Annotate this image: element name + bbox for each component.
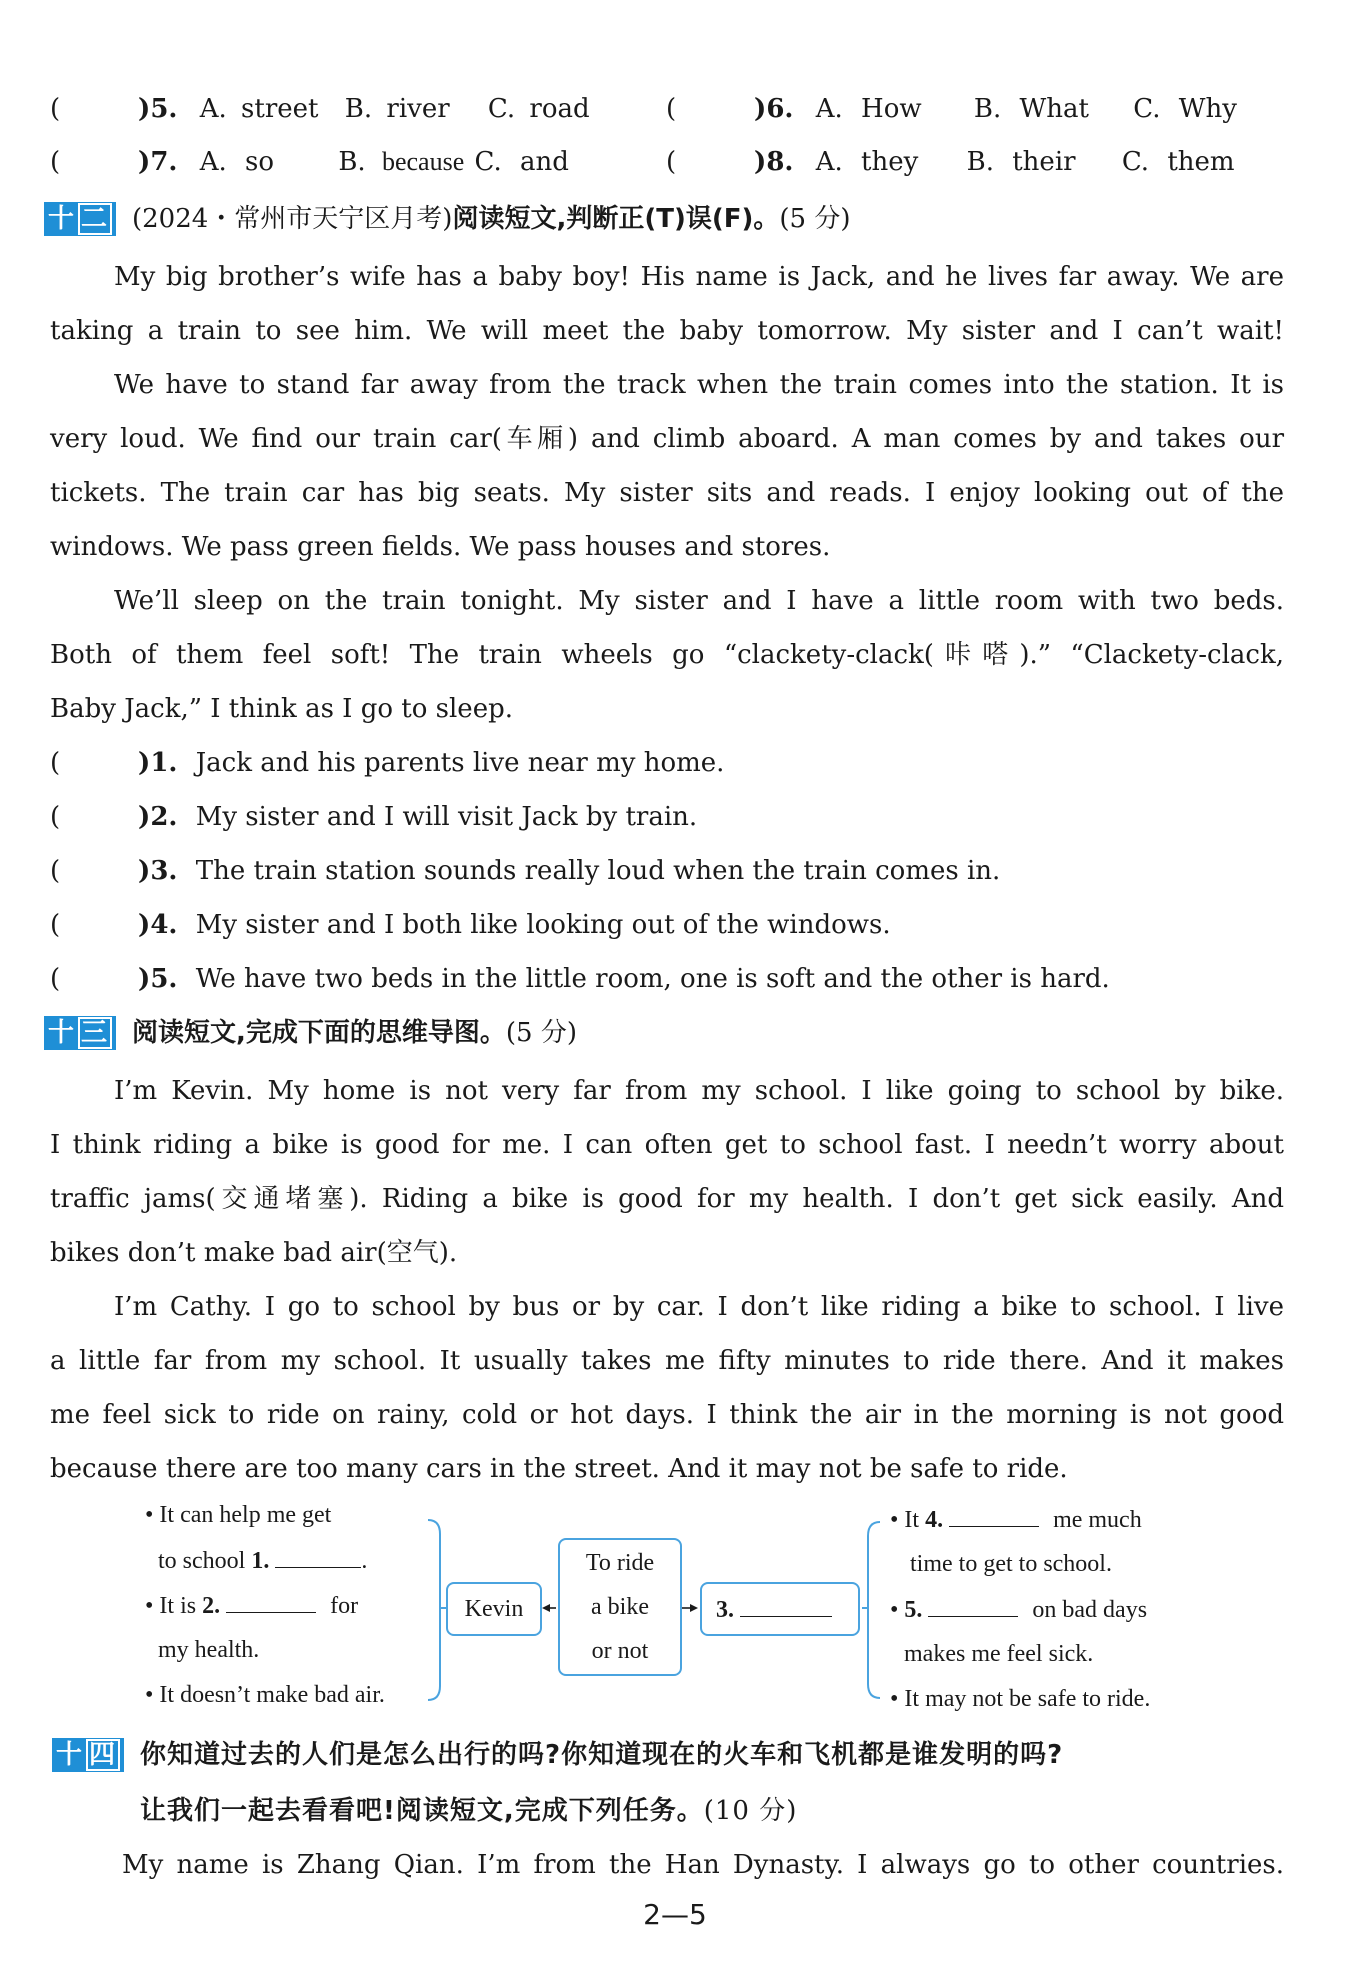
section-badge-14: 十 四 [52,1738,124,1772]
answer-blank-2[interactable] [226,1590,316,1613]
option-row-q7: ( )7. A. so B. because C. and [50,147,569,177]
passage-line: My big brother’s wife has a baby boy! His name is Jack, and he lives far away. We are [114,262,1284,292]
section-badge-12: 十 二 [44,202,116,236]
option-row-q8: ( )8. A. they B. their C. them [666,147,1235,177]
mindmap-left-bullet-3: • It doesn’t make bad air. [145,1682,385,1708]
mindmap-left-blank-1: to school 1. . [158,1545,367,1576]
mindmap-right-bullet-2: • 5. on bad days [890,1594,1147,1625]
left-brace [428,1520,440,1700]
passage-line: I’m Cathy. I go to school by bus or by car. I don’t like riding a bike to school. I live [114,1292,1284,1322]
tf-question: ( )4. My sister and I both like looking out of the windows. [50,910,891,940]
option-row-q6: ( )6. A. How B. What C. Why [666,94,1237,124]
mindmap-left-bullet-2-cont: my health. [158,1637,260,1663]
passage-line: windows. We pass green fields. We pass houses and stores. [50,532,831,562]
mindmap-right-bullet-1-cont: time to get to school. [910,1551,1112,1577]
mindmap-right-bullet-3: • It may not be safe to ride. [890,1686,1151,1712]
passage-line: tickets. The train car has big seats. My sister sits and reads. I enjoy looking out of the [50,478,1284,508]
mindmap-left-bullet-1: • It can help me get [145,1502,332,1528]
mindmap-node-3: 3. [700,1582,860,1636]
answer-blank-3[interactable] [740,1594,832,1617]
tf-question: ( )1. Jack and his parents live near my home. [50,748,725,778]
answer-blank-4[interactable] [949,1504,1039,1527]
section-badge-13: 十 三 [44,1016,116,1050]
section-13-heading: 阅读短文,完成下面的思维导图。(5 分) [132,1018,577,1048]
passage-line: traffic jams(交通堵塞). Riding a bike is good for my health. I don’t get sick easily. And [50,1184,1284,1214]
passage-line: Both of them feel soft! The train wheels go “clackety-clack(咔嗒).” “Clackety-clack, [50,640,1284,670]
answer-blank-1[interactable] [275,1545,361,1568]
passage-line: We’ll sleep on the train tonight. My sister and I have a little room with two beds. [114,586,1284,616]
mindmap-right-bullet-2-cont: makes me feel sick. [904,1641,1094,1667]
section-14-heading-line2: 让我们一起去看看吧!阅读短文,完成下列任务。(10 分) [140,1796,798,1826]
passage-line: We have to stand far away from the track when the train comes into the station. It is [114,370,1284,400]
page-number: 2—5 [643,1898,707,1931]
passage-line: I think riding a bike is good for me. I can often get to school fast. I needn’t worry about [50,1130,1284,1160]
passage-line: I’m Kevin. My home is not very far from my school. I like going to school by bike. [114,1076,1284,1106]
passage-line: very loud. We find our train car(车厢) and climb aboard. A man comes by and takes our [50,424,1284,454]
tf-question: ( )3. The train station sounds really loud when the train comes in. [50,856,1001,886]
answer-blank-5[interactable] [928,1594,1018,1617]
tf-question: ( )5. We have two beds in the little room, one is soft and the other is hard. [50,964,1110,994]
passage-line: because there are too many cars in the street. And it may not be safe to ride. [50,1454,1068,1484]
passage-line: a little far from my school. It usually takes me fifty minutes to ride there. And it makes [50,1346,1284,1376]
mindmap-left-bullet-2: • It is 2. for [145,1590,358,1621]
passage-line: My name is Zhang Qian. I’m from the Han Dynasty. I always go to other countries. [122,1850,1284,1880]
right-brace [868,1522,880,1698]
passage-line: bikes don’t make bad air(空气). [50,1238,458,1268]
mindmap-right-bullet-1: • It 4. me much [890,1504,1142,1535]
arrow-to-3-head [690,1604,698,1612]
passage-line: me feel sick to ride on rainy, cold or hot days. I think the air in the morning is not good [50,1400,1284,1430]
section-14-heading-line1: 你知道过去的人们是怎么出行的吗?你知道现在的火车和飞机都是谁发明的吗? [140,1740,1064,1770]
passage-line: taking a train to see him. We will meet the baby tomorrow. My sister and I can’t wait! [50,316,1284,346]
section-12-heading: (2024・常州市天宁区月考)阅读短文,判断正(T)误(F)。(5 分) [132,204,851,234]
option-row-q5: ( )5. A. street B. river C. road [50,94,590,124]
tf-question: ( )2. My sister and I will visit Jack by train. [50,802,698,832]
passage-line: Baby Jack,” I think as I go to sleep. [50,694,513,724]
arrow-to-kevin-head [542,1604,550,1612]
mindmap-center-node: To ride a bike or not [558,1538,682,1676]
mindmap-kevin-node: Kevin [446,1582,542,1636]
